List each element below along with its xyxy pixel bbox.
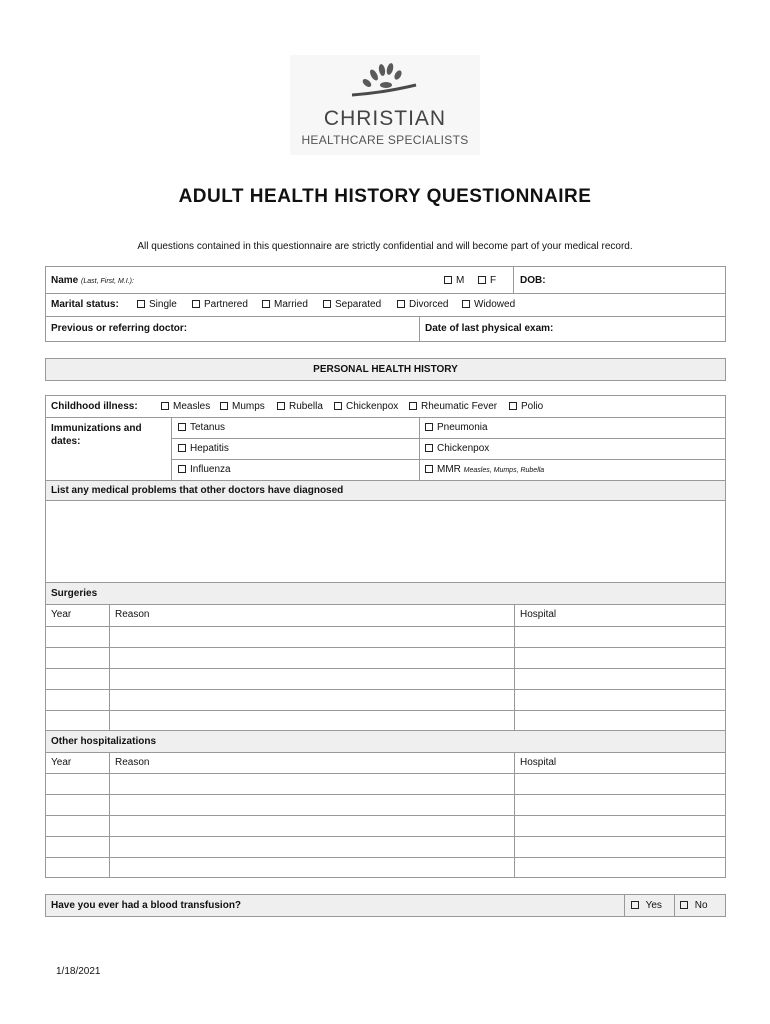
immunization-chickenpox-checkbox[interactable]	[425, 443, 489, 454]
branch-icon	[290, 55, 480, 105]
footer-date: 1/18/2021	[56, 966, 101, 977]
checkbox-icon	[397, 300, 405, 308]
marital-married-checkbox[interactable]	[262, 299, 308, 310]
surgeries-col-year: Year	[51, 609, 72, 620]
immunization-influenza-checkbox[interactable]	[178, 464, 231, 475]
option-label: Chickenpox	[437, 443, 490, 454]
mmr-note: Measles, Mumps, Rubella	[463, 467, 545, 474]
option-label: Measles	[173, 401, 211, 412]
option-label: Hepatitis	[190, 443, 229, 454]
checkbox-icon	[444, 276, 452, 284]
hospitalizations-col-year: Year	[51, 757, 72, 768]
childhood-rubella-checkbox[interactable]	[277, 401, 323, 412]
checkbox-icon	[680, 901, 688, 909]
childhood-chickenpox-checkbox[interactable]	[334, 401, 398, 412]
hospitalizations-col-reason: Reason	[115, 757, 150, 768]
option-label: Yes	[645, 900, 662, 911]
immunization-hepatitis-checkbox[interactable]	[178, 443, 229, 454]
last-exam-field[interactable]: Date of last physical exam:	[425, 323, 554, 334]
marital-status-label: Marital status:	[51, 299, 119, 310]
checkbox-icon	[137, 300, 145, 308]
medical-problems-label: List any medical problems that other doctors have diagnosed	[51, 485, 344, 496]
checkbox-icon	[178, 423, 186, 431]
option-label: Rubella	[289, 401, 323, 412]
transfusion-no-checkbox[interactable]	[680, 900, 708, 911]
immunizations-label: Immunizations and dates:	[51, 423, 142, 447]
medical-problems-textarea[interactable]	[46, 501, 725, 582]
childhood-measles-checkbox[interactable]	[161, 401, 210, 412]
name-field[interactable]	[51, 275, 134, 286]
checkbox-icon	[192, 300, 200, 308]
option-label: Separated	[335, 299, 382, 310]
referring-doctor-field[interactable]: Previous or referring doctor:	[51, 323, 188, 334]
sex-m-label: M	[456, 275, 465, 286]
checkbox-icon	[323, 300, 331, 308]
option-label: Divorced	[409, 299, 449, 310]
option-label: Tetanus	[190, 422, 226, 433]
option-label: Mumps	[232, 401, 265, 412]
option-label: Widowed	[474, 299, 516, 310]
checkbox-icon	[178, 444, 186, 452]
hospitalizations-heading: Other hospitalizations	[51, 736, 157, 747]
childhood-polio-checkbox[interactable]	[509, 401, 543, 412]
childhood-mumps-checkbox[interactable]	[220, 401, 265, 412]
option-label: Married	[274, 299, 308, 310]
hospitalizations-col-hospital: Hospital	[520, 757, 557, 768]
checkbox-icon	[509, 402, 517, 410]
logo-brand: CHRISTIAN	[323, 107, 447, 130]
checkbox-icon	[425, 465, 433, 473]
checkbox-icon	[631, 901, 639, 909]
transfusion-yes-checkbox[interactable]	[631, 900, 662, 911]
option-label: Pneumonia	[437, 422, 488, 433]
option-label: No	[694, 900, 708, 911]
option-label: Single	[149, 299, 177, 310]
clinic-logo	[290, 55, 480, 155]
checkbox-icon	[462, 300, 470, 308]
name-label: Name	[51, 275, 79, 286]
checkbox-icon	[262, 300, 270, 308]
confidentiality-notice: All questions contained in this questionnaire are strictly confidential and will become part of your medical record.	[137, 241, 633, 252]
option-label: MMR	[437, 464, 461, 475]
checkbox-icon	[425, 423, 433, 431]
checkbox-icon	[178, 465, 186, 473]
checkbox-icon	[161, 402, 169, 410]
dob-field[interactable]: DOB:	[520, 275, 546, 286]
surgeries-header-bg	[46, 583, 725, 604]
surgeries-col-hospital: Hospital	[520, 609, 557, 620]
immunization-pneumonia-checkbox[interactable]	[425, 422, 488, 433]
sex-m-checkbox[interactable]	[444, 275, 464, 286]
immunization-tetanus-checkbox[interactable]	[178, 422, 225, 433]
childhood-illness-label: Childhood illness:	[51, 401, 138, 412]
checkbox-icon	[277, 402, 285, 410]
hospitalizations-table-rows[interactable]	[46, 774, 725, 877]
sex-f-label: F	[490, 275, 497, 286]
marital-divorced-checkbox[interactable]	[397, 299, 448, 310]
marital-widowed-checkbox[interactable]	[462, 299, 515, 310]
logo-subtitle: HEALTHCARE SPECIALISTS	[301, 133, 469, 147]
option-label: Influenza	[190, 464, 231, 475]
surgeries-heading: Surgeries	[51, 588, 98, 599]
immunization-mmr-checkbox[interactable]	[425, 464, 544, 475]
option-label: Rheumatic Fever	[421, 401, 498, 412]
name-hint: (Last, First, M.I.):	[81, 278, 134, 285]
checkbox-icon	[409, 402, 417, 410]
childhood-rheumatic-checkbox[interactable]	[409, 401, 497, 412]
checkbox-icon	[425, 444, 433, 452]
surgeries-col-reason: Reason	[115, 609, 150, 620]
marital-separated-checkbox[interactable]	[323, 299, 381, 310]
checkbox-icon	[478, 276, 486, 284]
sex-f-checkbox[interactable]	[478, 275, 496, 286]
option-label: Partnered	[204, 299, 248, 310]
personal-history-heading: PERSONAL HEALTH HISTORY	[45, 358, 726, 381]
page-title: ADULT HEALTH HISTORY QUESTIONNAIRE	[178, 186, 592, 207]
surgeries-table-rows[interactable]	[46, 627, 725, 730]
checkbox-icon	[220, 402, 228, 410]
option-label: Chickenpox	[346, 401, 399, 412]
transfusion-question: Have you ever had a blood transfusion?	[51, 900, 242, 911]
checkbox-icon	[334, 402, 342, 410]
marital-single-checkbox[interactable]	[137, 299, 177, 310]
option-label: Polio	[521, 401, 544, 412]
marital-partnered-checkbox[interactable]	[192, 299, 248, 310]
